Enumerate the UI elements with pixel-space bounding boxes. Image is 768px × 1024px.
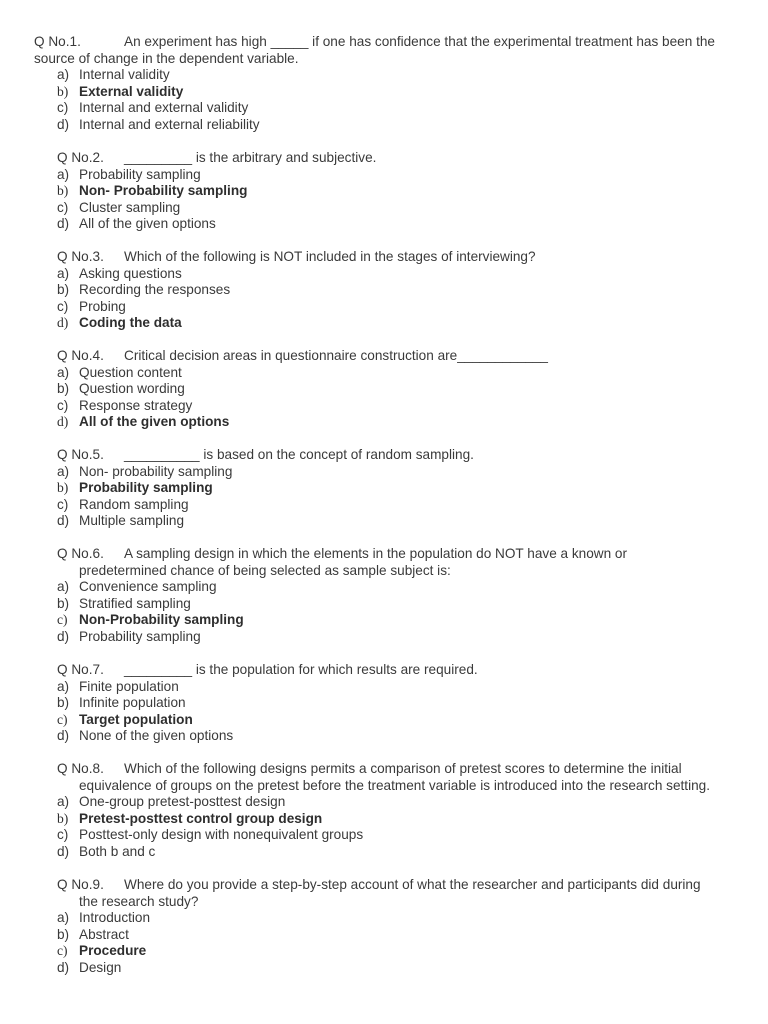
option-text: Internal and external validity (79, 100, 249, 116)
question-text: _________ is the population for which results are required. (124, 662, 478, 677)
option-item (0, 381, 768, 398)
option-text: Question content (79, 364, 182, 380)
question-text-continued: the research study? (79, 893, 199, 909)
option-text: Internal validity (79, 67, 170, 83)
option-text: Procedure (79, 943, 147, 959)
question-number: Q No.8. (57, 761, 104, 776)
question-text: Which of the following is NOT included in the stages of interviewing? (124, 249, 536, 264)
option-letter: a) (57, 166, 70, 182)
option-letter: b) (57, 183, 69, 199)
option-item (0, 100, 768, 117)
question-block (0, 877, 768, 977)
question-line (0, 877, 768, 894)
option-letter: c) (57, 943, 68, 959)
question-number: Q No.4. (57, 348, 104, 363)
option-letter: c) (57, 827, 69, 843)
option-text: Non- probability sampling (79, 463, 233, 479)
question-line (0, 447, 768, 464)
option-letter: d) (57, 216, 70, 232)
option-text: Internal and external reliability (79, 116, 260, 132)
option-text: All of the given options (79, 414, 230, 430)
option-item (0, 117, 768, 134)
question-text: __________ is based on the concept of random sampling. (124, 447, 474, 462)
option-letter: c) (57, 100, 69, 116)
option-correct-answer (0, 414, 768, 431)
question-line (0, 348, 768, 365)
question-text: An experiment has high _____ if one has confidence that the experimental treatment has been the (124, 34, 715, 49)
question-line (0, 34, 768, 66)
option-text: None of the given options (79, 728, 234, 744)
option-item (0, 579, 768, 596)
question-text: A sampling design in which the elements in the population do NOT have a known or (124, 546, 628, 561)
option-text: Both b and c (79, 843, 156, 859)
question-text-continued: equivalence of groups on the pretest before the treatment variable is introduced into the research setting. (79, 777, 710, 793)
option-text: Probability sampling (79, 628, 201, 644)
option-letter: a) (57, 463, 70, 479)
option-correct-answer (0, 943, 768, 960)
question-block (0, 761, 768, 861)
option-letter: c) (57, 199, 69, 215)
option-item (0, 629, 768, 646)
option-letter: a) (57, 67, 70, 83)
option-text: Finite population (79, 678, 179, 694)
option-text: Infinite population (79, 695, 186, 711)
option-text: Recording the responses (79, 282, 231, 298)
option-letter: a) (57, 910, 70, 926)
question-number: Q No.7. (57, 662, 104, 677)
option-text: Probability sampling (79, 480, 213, 496)
question-text: Critical decision areas in questionnaire construction are____________ (124, 348, 548, 363)
option-letter: b) (57, 810, 69, 826)
option-correct-answer (0, 811, 768, 828)
option-item (0, 728, 768, 745)
option-letter: c) (57, 298, 69, 314)
option-item (0, 299, 768, 316)
option-letter: c) (57, 397, 69, 413)
option-text: Non- Probability sampling (79, 183, 248, 199)
option-letter: b) (57, 381, 70, 397)
option-text: Coding the data (79, 315, 182, 331)
option-letter: d) (57, 959, 70, 975)
option-item (0, 513, 768, 530)
option-item (0, 398, 768, 415)
option-item (0, 596, 768, 613)
option-letter: b) (57, 480, 69, 496)
option-text: Convenience sampling (79, 579, 217, 595)
option-item (0, 497, 768, 514)
option-letter: d) (57, 513, 70, 529)
option-correct-answer (0, 480, 768, 497)
question-number: Q No.1. (34, 34, 81, 49)
option-item (0, 216, 768, 233)
question-text: Which of the following designs permits a comparison of pretest scores to determine the initial (124, 761, 682, 776)
option-text: Random sampling (79, 496, 189, 512)
option-text: Posttest-only design with nonequivalent groups (79, 827, 364, 843)
option-letter: d) (57, 116, 70, 132)
question-block (0, 249, 768, 332)
option-text: Abstract (79, 926, 129, 942)
option-text: Question wording (79, 381, 185, 397)
option-letter: b) (57, 695, 70, 711)
option-item (0, 464, 768, 481)
option-text: External validity (79, 83, 184, 99)
question-block (0, 447, 768, 530)
option-correct-answer (0, 612, 768, 629)
question-number: Q No.3. (57, 249, 104, 264)
option-letter: b) (57, 595, 70, 611)
question-line (0, 150, 768, 167)
option-letter: d) (57, 728, 70, 744)
option-correct-answer (0, 315, 768, 332)
question-block (0, 662, 768, 745)
option-letter: b) (57, 83, 69, 99)
question-block (0, 34, 768, 134)
question-number: Q No.5. (57, 447, 104, 462)
option-letter: a) (57, 364, 70, 380)
question-line (0, 662, 768, 679)
option-item (0, 960, 768, 977)
option-item (0, 266, 768, 283)
option-letter: a) (57, 265, 70, 281)
option-item (0, 695, 768, 712)
option-item (0, 167, 768, 184)
question-text-continued: predetermined chance of being selected as sample subject is: (79, 562, 451, 578)
option-item (0, 844, 768, 861)
question-block (0, 348, 768, 431)
option-letter: b) (57, 926, 70, 942)
option-letter: b) (57, 282, 70, 298)
option-text: Probability sampling (79, 166, 201, 182)
question-line (0, 546, 768, 563)
option-letter: d) (57, 414, 69, 430)
option-letter: c) (57, 711, 68, 727)
option-text: Non-Probability sampling (79, 612, 244, 628)
option-text: Asking questions (79, 265, 182, 281)
option-text: All of the given options (79, 216, 216, 232)
question-number: Q No.9. (57, 877, 104, 892)
option-text: Multiple sampling (79, 513, 185, 529)
option-text: Target population (79, 711, 193, 727)
question-block (0, 546, 768, 646)
option-correct-answer (0, 84, 768, 101)
option-item (0, 200, 768, 217)
option-letter: c) (57, 612, 68, 628)
question-text: _________ is the arbitrary and subjective. (124, 150, 377, 165)
option-text: Stratified sampling (79, 595, 191, 611)
option-letter: a) (57, 678, 70, 694)
option-item (0, 679, 768, 696)
option-item (0, 67, 768, 84)
option-item (0, 282, 768, 299)
question-number: Q No.6. (57, 546, 104, 561)
option-letter: d) (57, 315, 69, 331)
option-text: Cluster sampling (79, 199, 181, 215)
question-text: Where do you provide a step-by-step account of what the researcher and participants did during (124, 877, 701, 892)
option-item (0, 827, 768, 844)
question-line (0, 761, 768, 778)
option-text: Introduction (79, 910, 151, 926)
option-text: Pretest-posttest control group design (79, 810, 323, 826)
option-letter: d) (57, 628, 70, 644)
question-number: Q No.2. (57, 150, 104, 165)
option-text: One-group pretest-posttest design (79, 794, 286, 810)
option-item (0, 910, 768, 927)
option-text: Response strategy (79, 397, 193, 413)
option-text: Probing (79, 298, 126, 314)
option-text: Design (79, 959, 122, 975)
question-line (0, 249, 768, 266)
question-text-continued: source of change in the dependent variable. (34, 50, 299, 66)
option-item (0, 794, 768, 811)
question-block (0, 150, 768, 233)
option-item (0, 927, 768, 944)
option-item (0, 365, 768, 382)
option-letter: a) (57, 794, 70, 810)
option-letter: a) (57, 579, 70, 595)
option-letter: d) (57, 843, 70, 859)
option-correct-answer (0, 183, 768, 200)
option-letter: c) (57, 496, 69, 512)
option-correct-answer (0, 712, 768, 729)
